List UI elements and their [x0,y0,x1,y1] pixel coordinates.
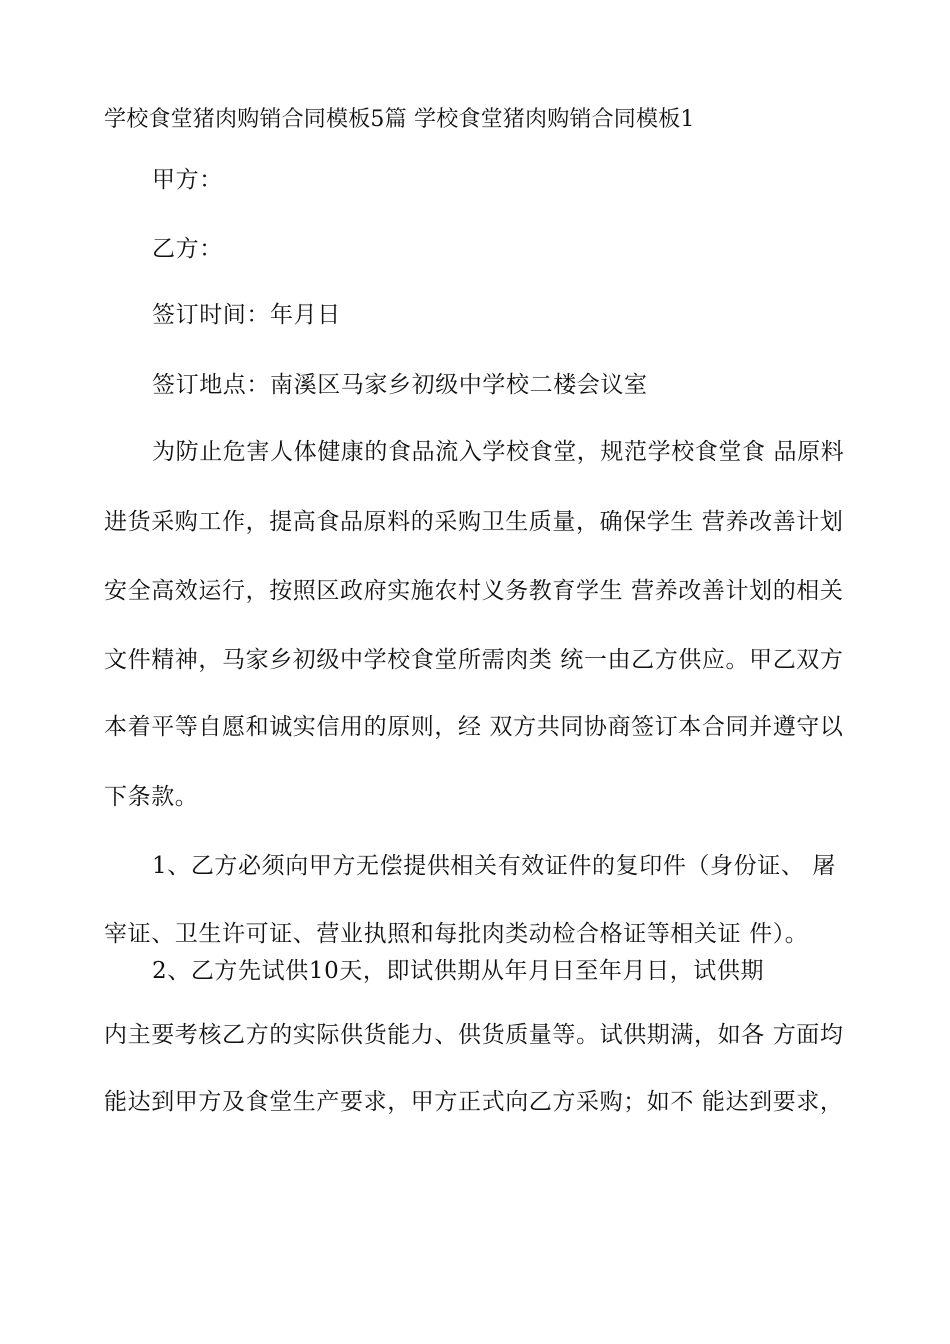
intro-line-1: 为防止危害人体健康的食品流入学校食堂，规范学校食堂食 品原料 [152,439,845,465]
document-title: 学校食堂猪肉购销合同模板5篇 学校食堂猪肉购销合同模板1 [104,107,695,132]
clause-1-line-1: 1、乙方必须向甲方无偿提供相关有效证件的复印件（身份证、 屠 [152,853,836,879]
intro-line-5: 本着平等自愿和诚实信用的原则，经 双方共同协商签订本合同并遵守以 [104,714,844,740]
sign-place-line: 签订地点：南溪区马家乡初级中学校二楼会议室 [152,372,648,398]
clause-2-line-3: 能达到甲方及食堂生产要求，甲方正式向乙方采购；如不 能达到要求， [104,1089,844,1115]
party-b-line: 乙方： [152,236,223,262]
clause-2-line-2: 内主要考核乙方的实际供货能力、供货质量等。试供期满，如各 方面均 [104,1022,844,1048]
intro-line-2: 进货采购工作，提高食品原料的采购卫生质量，确保学生 营养改善计划 [104,509,844,535]
intro-line-6: 下条款。 [104,784,199,810]
intro-line-3: 安全高效运行，按照区政府实施农村义务教育学生 营养改善计划的相关 [104,578,844,604]
intro-line-4: 文件精神，马家乡初级中学校食堂所需肉类 统一由乙方供应。甲乙双方 [104,647,844,673]
sign-time-line: 签订时间：年月日 [152,302,341,328]
party-a-line: 甲方： [152,167,223,193]
clause-1-line-2: 宰证、卫生许可证、营业执照和每批肉类动检合格证等相关证 件）。 [104,921,809,947]
clause-2-line-1: 2、乙方先试供10天，即试供期从年月日至年月日，试供期 [152,958,765,984]
